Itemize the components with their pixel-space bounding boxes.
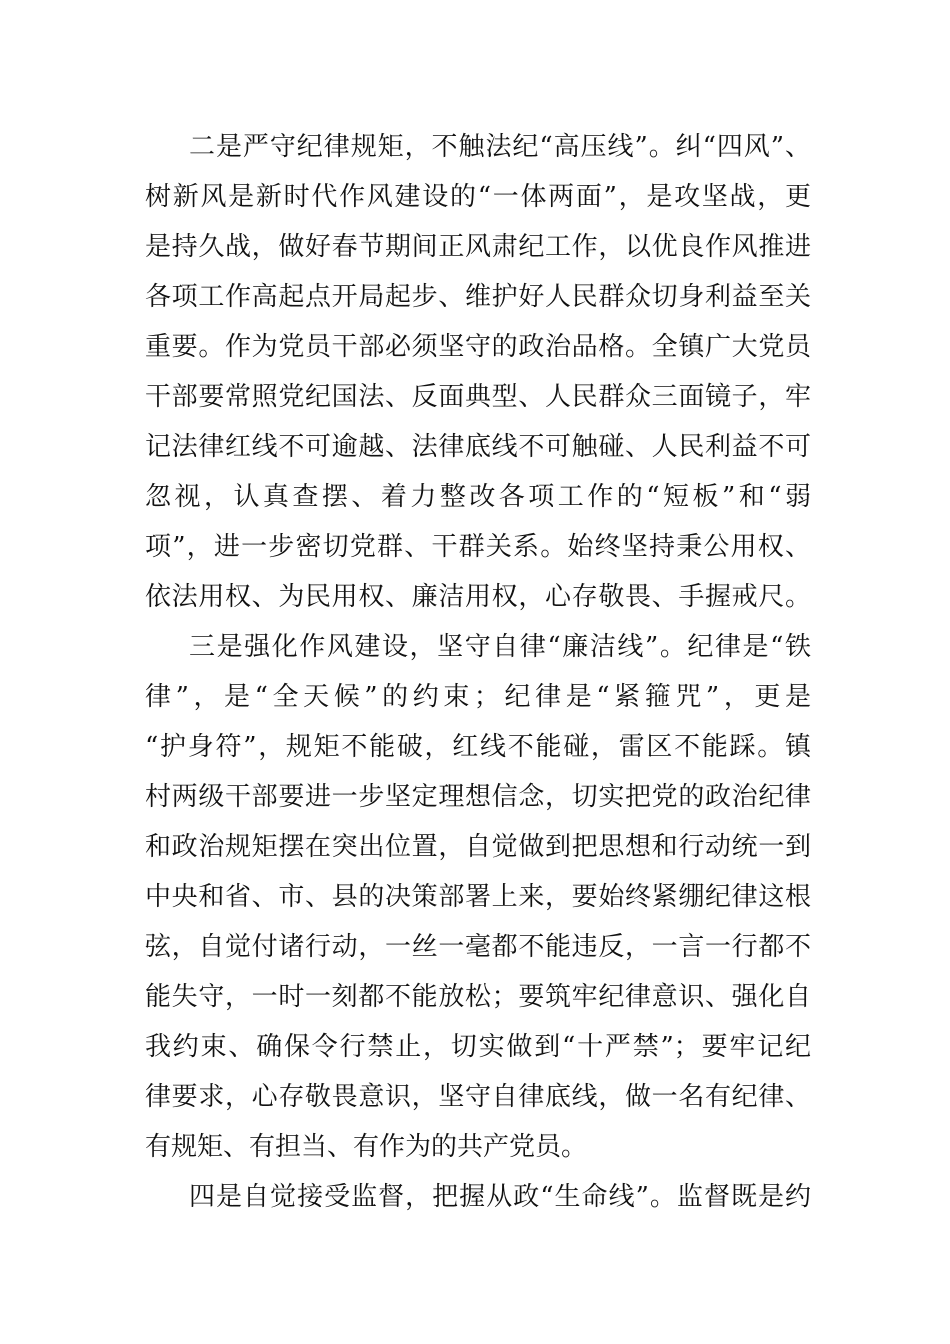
paragraph-2-line-2: 树新风是新时代作风建设的“一体两面”，是攻坚战，更 [145, 182, 811, 212]
paragraph-2-line-7: 记法律红线不可逾越、法律底线不可触碰、人民利益不可 [145, 432, 811, 462]
paragraph-2-line-3: 是持久战，做好春节期间正风肃纪工作，以优良作风推进 [145, 232, 811, 262]
paragraph-3-line-6: 中央和省、市、县的决策部署上来，要始终紧绷纪律这根 [145, 882, 811, 912]
paragraph-2-line-1: 二是严守纪律规矩，不触法纪“高压线”。纠“四风”、 [189, 132, 811, 162]
document-body [145, 122, 811, 1222]
paragraph-2-line-6: 干部要常照党纪国法、反面典型、人民群众三面镜子，牢 [145, 382, 811, 412]
paragraph-2-line-10: 依法用权、为民用权、廉洁用权，心存敬畏、手握戒尺。 [145, 582, 811, 612]
paragraph-3-line-11: 有规矩、有担当、有作为的共产党员。 [145, 1132, 588, 1162]
paragraph-3-line-2: 律”，是“全天候”的约束；纪律是“紧箍咒”，更是 [145, 682, 811, 712]
paragraph-3-line-3: “护身符”，规矩不能破，红线不能碰，雷区不能踩。镇 [145, 732, 811, 762]
paragraph-2-line-9: 项”，进一步密切党群、干群关系。始终坚持秉公用权、 [145, 532, 811, 562]
paragraph-2-line-4: 各项工作高起点开局起步、维护好人民群众切身利益至关 [145, 282, 811, 312]
paragraph-4-line-1: 四是自觉接受监督，把握从政“生命线”。监督既是约 [189, 1182, 811, 1212]
paragraph-3-line-4: 村两级干部要进一步坚定理想信念，切实把党的政治纪律 [145, 782, 811, 812]
paragraph-3-line-9: 我约束、确保令行禁止，切实做到“十严禁”；要牢记纪 [145, 1032, 811, 1062]
paragraph-2-line-5: 重要。作为党员干部必须坚守的政治品格。全镇广大党员 [145, 332, 811, 362]
paragraph-3-line-10: 律要求，心存敬畏意识，坚守自律底线，做一名有纪律、 [145, 1082, 811, 1112]
paragraph-3-line-1: 三是强化作风建设，坚守自律“廉洁线”。纪律是“铁 [189, 632, 811, 662]
paragraph-3-line-8: 能失守，一时一刻都不能放松；要筑牢纪律意识、强化自 [145, 982, 811, 1012]
paragraph-2-line-8: 忽视，认真查摆、着力整改各项工作的“短板”和“弱 [145, 482, 811, 512]
paragraph-3-line-5: 和政治规矩摆在突出位置，自觉做到把思想和行动统一到 [145, 832, 811, 862]
paragraph-3-line-7: 弦，自觉付诸行动，一丝一毫都不能违反，一言一行都不 [145, 932, 811, 962]
